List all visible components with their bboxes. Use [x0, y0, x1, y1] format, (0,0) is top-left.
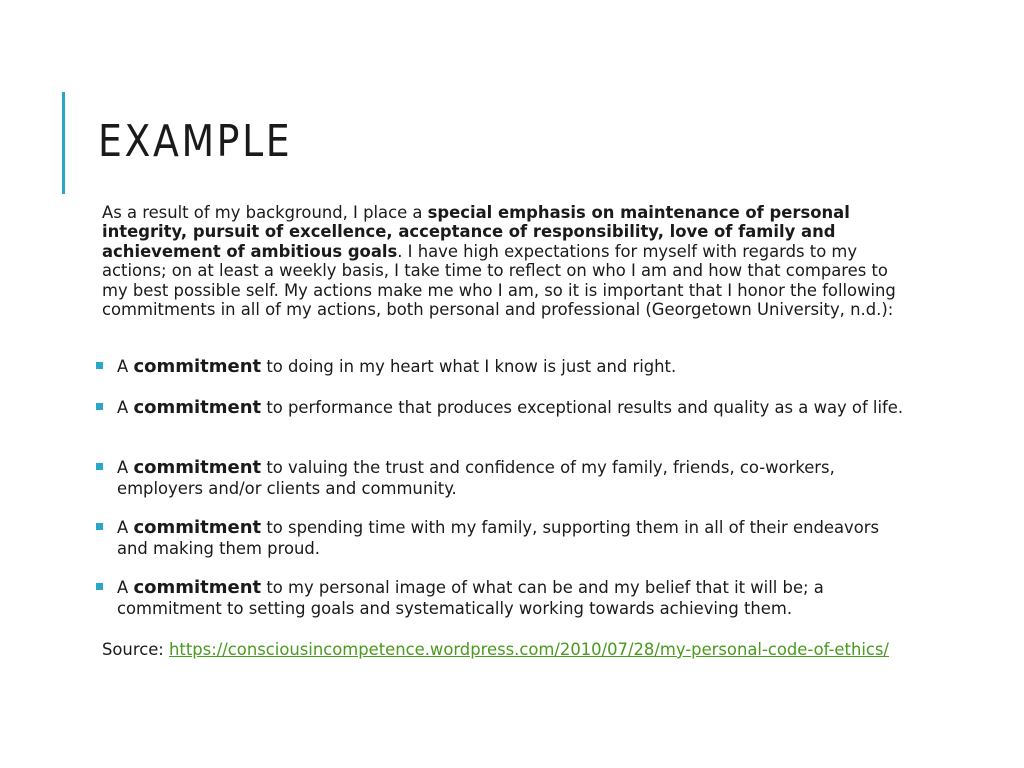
slide-title: EXAMPLE — [98, 116, 293, 167]
square-bullet-icon — [96, 523, 103, 530]
intro-paragraph — [102, 203, 902, 319]
source-label: Source: — [102, 640, 170, 659]
square-bullet-icon — [96, 583, 103, 590]
intro-text-start: As a result of my background, I place a — [102, 203, 428, 222]
title-accent-bar — [62, 92, 65, 194]
bullet-prefix: A — [117, 518, 134, 537]
square-bullet-icon — [96, 362, 103, 369]
bullet-text: to spending time with my family, supporting them in all of their endeavors and making them proud. — [117, 518, 880, 558]
bullet-keyword: commitment — [133, 457, 262, 478]
intro-text-end: . I have high expectations for myself with regards to my actions; on at least a weekly basis, I take time to reflect on who I am and how that compares to my best possible self. My actions make me who I am, so it is important that I honor the following commitments in all of my actions, both personal and professional (Georgetown University, n.d.): — [102, 241, 896, 320]
list-item — [94, 577, 906, 619]
list-item — [94, 356, 676, 377]
list-item — [94, 517, 906, 559]
bullet-keyword: commitment — [133, 517, 262, 538]
bullet-text: to doing in my heart what I know is just and right. — [261, 357, 677, 376]
bullet-keyword: commitment — [133, 577, 262, 598]
bullet-keyword: commitment — [133, 397, 262, 418]
bullet-prefix: A — [117, 578, 134, 597]
list-item — [94, 397, 903, 418]
bullet-text: to valuing the trust and confidence of my family, friends, co-workers, employers and/or clients and community. — [117, 458, 835, 498]
bullet-prefix: A — [117, 357, 134, 376]
source-citation — [102, 640, 902, 659]
square-bullet-icon — [96, 463, 103, 470]
bullet-text: to my personal image of what can be and my belief that it will be; a commitment to setting goals and systematically working towards achieving them. — [117, 578, 824, 618]
bullet-text: to performance that produces exceptional results and quality as a way of life. — [261, 398, 904, 417]
intro-emphasis: special emphasis on maintenance of personal integrity, pursuit of excellence, acceptance of responsibility, love of family and achievement of ambitious goals — [102, 203, 850, 261]
list-item — [94, 457, 906, 499]
square-bullet-icon — [96, 403, 103, 410]
bullet-keyword: commitment — [133, 356, 262, 377]
bullet-prefix: A — [117, 398, 134, 417]
bullet-prefix: A — [117, 458, 134, 477]
source-link[interactable]: https://consciousincompetence.wordpress.com/2010/07/28/my-personal-code-of-ethics/ — [169, 640, 889, 659]
